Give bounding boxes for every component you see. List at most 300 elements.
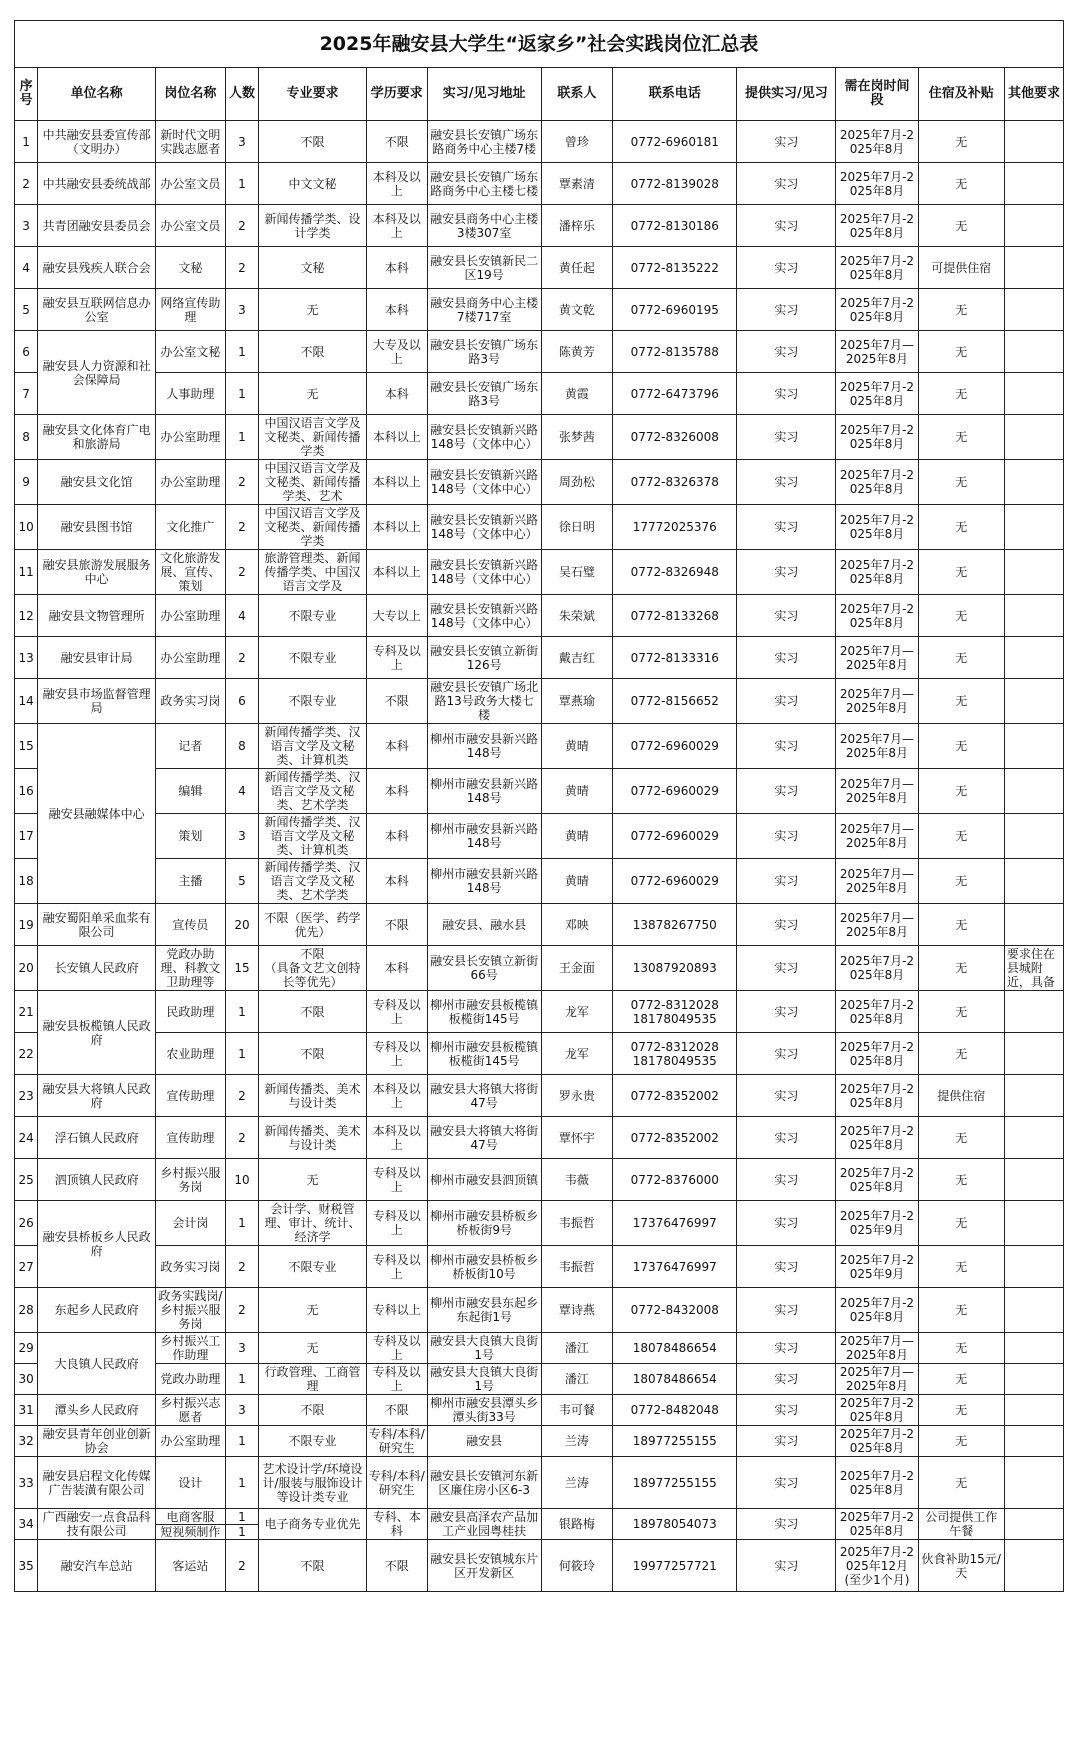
cell-contact: 黄晴 bbox=[541, 814, 613, 859]
cell-post: 策划 bbox=[156, 814, 226, 859]
table-row bbox=[15, 1246, 1064, 1288]
cell-phone: 18078486654 bbox=[613, 1333, 737, 1364]
cell-seq: 9 bbox=[15, 460, 38, 505]
cell-num: 1 bbox=[225, 1033, 259, 1075]
table-row bbox=[15, 163, 1064, 205]
cell-seq: 17 bbox=[15, 814, 38, 859]
cell-type: 实习 bbox=[737, 289, 836, 331]
cell-post: 宣传员 bbox=[156, 904, 226, 946]
cell-edu: 本科及以上 bbox=[366, 1075, 427, 1117]
cell-post: 乡村振兴志愿者 bbox=[156, 1395, 226, 1426]
cell-edu: 专科及以上 bbox=[366, 991, 427, 1033]
cell-post: 办公室助理 bbox=[156, 1426, 226, 1457]
cell-addr: 柳州市融安县东起乡东起街1号 bbox=[427, 1288, 541, 1333]
cell-contact: 潘江 bbox=[541, 1364, 613, 1395]
cell-major: 新闻传播类、美术与设计类 bbox=[259, 1075, 366, 1117]
cell-seq: 23 bbox=[15, 1075, 38, 1117]
cell-major: 不限 （具备文艺文创特长等优先） bbox=[259, 946, 366, 991]
cell-post: 党政办助理、科教文卫助理等 bbox=[156, 946, 226, 991]
cell-type: 实习 bbox=[737, 1540, 836, 1592]
cell-major: 不限专业 bbox=[259, 637, 366, 679]
cell-contact: 黄文乾 bbox=[541, 289, 613, 331]
cell-addr: 融安县长安镇新兴路148号（文体中心） bbox=[427, 550, 541, 595]
cell-contact: 黄晴 bbox=[541, 769, 613, 814]
cell-housing: 无 bbox=[918, 991, 1004, 1033]
cell-other: 要求住在县城附近，具备 bbox=[1004, 946, 1063, 991]
cell-period: 2025年7月-2025年8月 bbox=[836, 1509, 918, 1540]
cell-seq: 20 bbox=[15, 946, 38, 991]
cell-housing: 无 bbox=[918, 505, 1004, 550]
cell-num: 3 bbox=[225, 121, 259, 163]
cell-edu: 不限 bbox=[366, 904, 427, 946]
cell-unit: 融安县板榄镇人民政府 bbox=[38, 991, 156, 1075]
cell-edu: 本科 bbox=[366, 769, 427, 814]
title-row bbox=[15, 21, 1064, 68]
cell-period: 2025年7月-2025年8月 bbox=[836, 121, 918, 163]
cell-seq: 13 bbox=[15, 637, 38, 679]
cell-type: 实习 bbox=[737, 637, 836, 679]
cell-other bbox=[1004, 724, 1063, 769]
cell-seq: 14 bbox=[15, 679, 38, 724]
header-major: 专业要求 bbox=[259, 68, 366, 121]
cell-other bbox=[1004, 1033, 1063, 1075]
cell-housing: 无 bbox=[918, 163, 1004, 205]
cell-phone: 19977257721 bbox=[613, 1540, 737, 1592]
cell-major: 新闻传播学类、汉语言文学及文秘类、艺术学类 bbox=[259, 769, 366, 814]
cell-period: 2025年7月-2025年8月 bbox=[836, 550, 918, 595]
cell-contact: 戴吉红 bbox=[541, 637, 613, 679]
cell-phone: 13878267750 bbox=[613, 904, 737, 946]
cell-type: 实习 bbox=[737, 121, 836, 163]
table-row bbox=[15, 1395, 1064, 1426]
cell-post: 网络宣传助理 bbox=[156, 289, 226, 331]
table-row bbox=[15, 289, 1064, 331]
cell-seq: 12 bbox=[15, 595, 38, 637]
cell-contact: 覃素清 bbox=[541, 163, 613, 205]
cell-num: 2 bbox=[225, 1288, 259, 1333]
cell-contact: 覃诗燕 bbox=[541, 1288, 613, 1333]
cell-housing: 无 bbox=[918, 769, 1004, 814]
cell-contact: 黄霞 bbox=[541, 373, 613, 415]
cell-phone: 0772-8130186 bbox=[613, 205, 737, 247]
table-row bbox=[15, 1364, 1064, 1395]
cell-phone: 0772-8326948 bbox=[613, 550, 737, 595]
cell-housing: 无 bbox=[918, 373, 1004, 415]
cell-other bbox=[1004, 163, 1063, 205]
cell-phone: 0772-8482048 bbox=[613, 1395, 737, 1426]
cell-post: 宣传助理 bbox=[156, 1117, 226, 1159]
cell-unit: 融安县人力资源和社会保障局 bbox=[38, 331, 156, 415]
cell-phone: 0772-6960181 bbox=[613, 121, 737, 163]
table-row bbox=[15, 1288, 1064, 1333]
cell-edu: 本科及以上 bbox=[366, 1117, 427, 1159]
cell-other bbox=[1004, 373, 1063, 415]
cell-addr: 融安县 bbox=[427, 1426, 541, 1457]
table-row bbox=[15, 814, 1064, 859]
cell-seq: 24 bbox=[15, 1117, 38, 1159]
cell-period: 2025年7月-2025年8月 bbox=[836, 460, 918, 505]
header-contact: 联系人 bbox=[541, 68, 613, 121]
cell-edu: 本科及以上 bbox=[366, 205, 427, 247]
cell-seq: 25 bbox=[15, 1159, 38, 1201]
cell-edu: 专科/本科/研究生 bbox=[366, 1457, 427, 1509]
cell-period: 2025年7月—2025年8月 bbox=[836, 679, 918, 724]
table-row bbox=[15, 1426, 1064, 1457]
cell-unit: 融安县文化体育广电和旅游局 bbox=[38, 415, 156, 460]
cell-other bbox=[1004, 637, 1063, 679]
cell-unit: 中共融安县委统战部 bbox=[38, 163, 156, 205]
cell-period: 2025年7月-2025年9月 bbox=[836, 1246, 918, 1288]
cell-period: 2025年7月-2025年8月 bbox=[836, 205, 918, 247]
table-row bbox=[15, 1333, 1064, 1364]
cell-unit: 融安县审计局 bbox=[38, 637, 156, 679]
cell-edu: 本科 bbox=[366, 946, 427, 991]
table-row bbox=[15, 205, 1064, 247]
cell-num: 1 bbox=[225, 163, 259, 205]
cell-other bbox=[1004, 859, 1063, 904]
cell-type: 实习 bbox=[737, 724, 836, 769]
cell-contact: 罗永贵 bbox=[541, 1075, 613, 1117]
cell-major: 新闻传播学类、汉语言文学及文秘类、艺术学类 bbox=[259, 859, 366, 904]
cell-edu: 大专及以上 bbox=[366, 331, 427, 373]
header-seq: 序号 bbox=[15, 68, 38, 121]
cell-major: 旅游管理类、新闻传播学类、中国汉语言文学及 bbox=[259, 550, 366, 595]
cell-unit: 东起乡人民政府 bbox=[38, 1288, 156, 1333]
cell-housing: 无 bbox=[918, 1364, 1004, 1395]
cell-type: 实习 bbox=[737, 991, 836, 1033]
cell-phone: 0772-6473796 bbox=[613, 373, 737, 415]
cell-edu: 专科以上 bbox=[366, 1288, 427, 1333]
table-row bbox=[15, 1509, 1064, 1540]
cell-addr: 柳州市融安县新兴路148号 bbox=[427, 769, 541, 814]
cell-period: 2025年7月-2025年8月 bbox=[836, 1395, 918, 1426]
cell-edu: 本科及以上 bbox=[366, 163, 427, 205]
cell-post bbox=[156, 1509, 226, 1540]
cell-unit: 融安县文化馆 bbox=[38, 460, 156, 505]
cell-type: 实习 bbox=[737, 1201, 836, 1246]
cell-contact: 曾珍 bbox=[541, 121, 613, 163]
cell-phone: 0772-8133268 bbox=[613, 595, 737, 637]
cell-unit: 共青团融安县委员会 bbox=[38, 205, 156, 247]
cell-contact: 朱荣斌 bbox=[541, 595, 613, 637]
cell-major: 不限专业 bbox=[259, 679, 366, 724]
cell-housing: 无 bbox=[918, 460, 1004, 505]
cell-addr: 融安县大将镇大将街47号 bbox=[427, 1117, 541, 1159]
cell-post: 文秘 bbox=[156, 247, 226, 289]
cell-num: 2 bbox=[225, 1246, 259, 1288]
cell-edu: 本科以上 bbox=[366, 460, 427, 505]
cell-addr: 融安县高泽农产品加工产业园粤桂扶 bbox=[427, 1509, 541, 1540]
cell-unit: 潭头乡人民政府 bbox=[38, 1395, 156, 1426]
cell-addr: 融安县长安镇立新街126号 bbox=[427, 637, 541, 679]
table-row bbox=[15, 247, 1064, 289]
header-period: 需在岗时间段 bbox=[836, 68, 918, 121]
cell-num: 2 bbox=[225, 505, 259, 550]
cell-post: 农业助理 bbox=[156, 1033, 226, 1075]
cell-seq: 8 bbox=[15, 415, 38, 460]
cell-num: 2 bbox=[225, 1540, 259, 1592]
cell-other bbox=[1004, 205, 1063, 247]
cell-type: 实习 bbox=[737, 550, 836, 595]
cell-addr: 融安县长安镇新兴路148号（文体中心） bbox=[427, 460, 541, 505]
cell-edu: 本科 bbox=[366, 289, 427, 331]
header-addr: 实习/见习地址 bbox=[427, 68, 541, 121]
header-edu: 学历要求 bbox=[366, 68, 427, 121]
cell-contact: 周劲松 bbox=[541, 460, 613, 505]
cell-num: 20 bbox=[225, 904, 259, 946]
cell-num: 1 bbox=[225, 1364, 259, 1395]
cell-type: 实习 bbox=[737, 679, 836, 724]
cell-phone: 18978054073 bbox=[613, 1509, 737, 1540]
cell-other bbox=[1004, 1509, 1063, 1540]
cell-edu: 本科以上 bbox=[366, 505, 427, 550]
cell-type: 实习 bbox=[737, 1333, 836, 1364]
cell-major: 不限 bbox=[259, 1395, 366, 1426]
cell-post: 政务实习岗 bbox=[156, 679, 226, 724]
cell-period: 2025年7月-2025年8月 bbox=[836, 1159, 918, 1201]
cell-housing: 无 bbox=[918, 1246, 1004, 1288]
cell-addr: 柳州市融安县新兴路148号 bbox=[427, 859, 541, 904]
cell-seq: 15 bbox=[15, 724, 38, 769]
cell-type: 实习 bbox=[737, 814, 836, 859]
cell-phone: 0772-6960029 bbox=[613, 814, 737, 859]
cell-seq: 4 bbox=[15, 247, 38, 289]
cell-contact: 龙军 bbox=[541, 991, 613, 1033]
cell-addr: 融安县长安镇广场东路3号 bbox=[427, 373, 541, 415]
cell-edu: 专科及以上 bbox=[366, 1201, 427, 1246]
cell-other bbox=[1004, 1117, 1063, 1159]
cell-num bbox=[225, 1509, 259, 1540]
table-row bbox=[15, 946, 1064, 991]
cell-addr: 融安县长安镇新兴路148号（文体中心） bbox=[427, 595, 541, 637]
cell-housing: 无 bbox=[918, 1457, 1004, 1509]
cell-unit: 融安县启程文化传媒广告装潢有限公司 bbox=[38, 1457, 156, 1509]
cell-edu: 本科 bbox=[366, 247, 427, 289]
cell-seq: 32 bbox=[15, 1426, 38, 1457]
cell-housing: 无 bbox=[918, 1333, 1004, 1364]
cell-seq: 21 bbox=[15, 991, 38, 1033]
cell-edu: 本科以上 bbox=[366, 550, 427, 595]
header-unit: 单位名称 bbox=[38, 68, 156, 121]
cell-period: 2025年7月-2025年8月 bbox=[836, 289, 918, 331]
cell-num: 1 bbox=[225, 331, 259, 373]
cell-period: 2025年7月-2025年12月(至少1个月) bbox=[836, 1540, 918, 1592]
cell-housing: 无 bbox=[918, 859, 1004, 904]
cell-num: 3 bbox=[225, 1395, 259, 1426]
cell-addr: 融安县长安镇广场北路13号政务大楼七楼 bbox=[427, 679, 541, 724]
cell-post: 办公室文员 bbox=[156, 163, 226, 205]
cell-other bbox=[1004, 415, 1063, 460]
table-row bbox=[15, 769, 1064, 814]
cell-addr: 柳州市融安县桥板乡桥板街9号 bbox=[427, 1201, 541, 1246]
header-post: 岗位名称 bbox=[156, 68, 226, 121]
cell-period: 2025年7月-2025年8月 bbox=[836, 1033, 918, 1075]
cell-num: 8 bbox=[225, 724, 259, 769]
cell-type: 实习 bbox=[737, 1246, 836, 1288]
cell-phone: 0772-8352002 bbox=[613, 1075, 737, 1117]
cell-num: 2 bbox=[225, 1117, 259, 1159]
cell-period: 2025年7月—2025年8月 bbox=[836, 859, 918, 904]
cell-num: 1 bbox=[225, 1201, 259, 1246]
table-row bbox=[15, 1033, 1064, 1075]
cell-phone: 0772-8156652 bbox=[613, 679, 737, 724]
cell-type: 实习 bbox=[737, 1364, 836, 1395]
cell-major: 不限（医学、药学优先） bbox=[259, 904, 366, 946]
cell-post: 党政办助理 bbox=[156, 1364, 226, 1395]
cell-phone: 13087920893 bbox=[613, 946, 737, 991]
cell-phone: 0772-8133316 bbox=[613, 637, 737, 679]
cell-addr: 融安县大将镇大将街47号 bbox=[427, 1075, 541, 1117]
cell-post: 记者 bbox=[156, 724, 226, 769]
cell-period: 2025年7月-2025年8月 bbox=[836, 1426, 918, 1457]
cell-edu: 本科 bbox=[366, 724, 427, 769]
table-row bbox=[15, 1075, 1064, 1117]
cell-other bbox=[1004, 991, 1063, 1033]
header-phone: 联系电话 bbox=[613, 68, 737, 121]
cell-major: 新闻传播类、美术与设计类 bbox=[259, 1117, 366, 1159]
cell-type: 实习 bbox=[737, 946, 836, 991]
cell-housing: 无 bbox=[918, 205, 1004, 247]
cell-seq: 33 bbox=[15, 1457, 38, 1509]
cell-edu: 专科及以上 bbox=[366, 1364, 427, 1395]
cell-contact: 韦薇 bbox=[541, 1159, 613, 1201]
cell-post: 乡村振兴工作助理 bbox=[156, 1333, 226, 1364]
cell-major: 艺术设计学/环境设计/服装与服饰设计等设计类专业 bbox=[259, 1457, 366, 1509]
cell-unit: 长安镇人民政府 bbox=[38, 946, 156, 991]
table-row bbox=[15, 637, 1064, 679]
cell-unit: 融安汽车总站 bbox=[38, 1540, 156, 1592]
cell-other bbox=[1004, 247, 1063, 289]
cell-addr: 柳州市融安县新兴路148号 bbox=[427, 724, 541, 769]
table-row bbox=[15, 373, 1064, 415]
cell-seq: 5 bbox=[15, 289, 38, 331]
cell-post: 办公室文秘 bbox=[156, 331, 226, 373]
cell-period: 2025年7月—2025年8月 bbox=[836, 1333, 918, 1364]
cell-major: 新闻传播学类、汉语言文学及文秘类、计算机类 bbox=[259, 814, 366, 859]
cell-major: 新闻传播学类、设计学类 bbox=[259, 205, 366, 247]
cell-seq: 31 bbox=[15, 1395, 38, 1426]
cell-housing: 无 bbox=[918, 1117, 1004, 1159]
cell-major: 无 bbox=[259, 289, 366, 331]
cell-other bbox=[1004, 1201, 1063, 1246]
cell-contact: 韦振哲 bbox=[541, 1246, 613, 1288]
cell-major: 中文文秘 bbox=[259, 163, 366, 205]
cell-major: 无 bbox=[259, 373, 366, 415]
cell-housing: 无 bbox=[918, 289, 1004, 331]
cell-post: 民政助理 bbox=[156, 991, 226, 1033]
cell-period: 2025年7月-2025年8月 bbox=[836, 1457, 918, 1509]
cell-phone: 18977255155 bbox=[613, 1426, 737, 1457]
cell-addr: 融安县长安镇城东片区开发新区 bbox=[427, 1540, 541, 1592]
cell-edu: 专科及以上 bbox=[366, 1159, 427, 1201]
table-row bbox=[15, 991, 1064, 1033]
cell-unit: 广西融安一点食品科技有限公司 bbox=[38, 1509, 156, 1540]
cell-phone: 0772-8326008 bbox=[613, 415, 737, 460]
cell-seq: 34 bbox=[15, 1509, 38, 1540]
cell-unit: 融安县青年创业创新协会 bbox=[38, 1426, 156, 1457]
cell-type: 实习 bbox=[737, 415, 836, 460]
table-row bbox=[15, 550, 1064, 595]
cell-num-line: 1 bbox=[226, 1510, 259, 1525]
cell-edu: 不限 bbox=[366, 679, 427, 724]
cell-period: 2025年7月—2025年8月 bbox=[836, 637, 918, 679]
cell-edu: 本科 bbox=[366, 814, 427, 859]
cell-type: 实习 bbox=[737, 1426, 836, 1457]
cell-major: 文秘 bbox=[259, 247, 366, 289]
cell-other bbox=[1004, 1540, 1063, 1592]
cell-edu: 不限 bbox=[366, 1540, 427, 1592]
cell-contact: 何筱玲 bbox=[541, 1540, 613, 1592]
cell-unit: 融安县残疾人联合会 bbox=[38, 247, 156, 289]
cell-contact: 覃怀宇 bbox=[541, 1117, 613, 1159]
cell-other bbox=[1004, 679, 1063, 724]
cell-major: 无 bbox=[259, 1288, 366, 1333]
header-housing: 住宿及补贴 bbox=[918, 68, 1004, 121]
cell-addr: 融安县长安镇新民二区19号 bbox=[427, 247, 541, 289]
cell-phone: 0772-8312028 18178049535 bbox=[613, 1033, 737, 1075]
cell-addr: 融安县长安镇广场东路3号 bbox=[427, 331, 541, 373]
header-other: 其他要求 bbox=[1004, 68, 1063, 121]
cell-housing: 可提供住宿 bbox=[918, 247, 1004, 289]
cell-type: 实习 bbox=[737, 1288, 836, 1333]
cell-phone: 0772-8376000 bbox=[613, 1159, 737, 1201]
table-row bbox=[15, 1540, 1064, 1592]
cell-seq: 11 bbox=[15, 550, 38, 595]
cell-unit: 融安县桥板乡人民政府 bbox=[38, 1201, 156, 1288]
cell-unit: 融安县旅游发展服务中心 bbox=[38, 550, 156, 595]
cell-seq: 18 bbox=[15, 859, 38, 904]
cell-other bbox=[1004, 1159, 1063, 1201]
cell-major: 不限专业 bbox=[259, 1246, 366, 1288]
cell-unit: 融安县市场监督管理局 bbox=[38, 679, 156, 724]
cell-addr: 柳州市融安县潭头乡潭头街33号 bbox=[427, 1395, 541, 1426]
cell-addr: 柳州市融安县板榄镇板榄街145号 bbox=[427, 991, 541, 1033]
cell-type: 实习 bbox=[737, 595, 836, 637]
cell-seq: 1 bbox=[15, 121, 38, 163]
cell-contact: 黄晴 bbox=[541, 859, 613, 904]
cell-type: 实习 bbox=[737, 904, 836, 946]
cell-seq: 3 bbox=[15, 205, 38, 247]
cell-contact: 龙军 bbox=[541, 1033, 613, 1075]
cell-edu: 专科、本科 bbox=[366, 1509, 427, 1540]
cell-contact: 兰涛 bbox=[541, 1426, 613, 1457]
cell-other bbox=[1004, 550, 1063, 595]
table-row bbox=[15, 460, 1064, 505]
cell-type: 实习 bbox=[737, 163, 836, 205]
cell-contact: 韦可餐 bbox=[541, 1395, 613, 1426]
cell-seq: 26 bbox=[15, 1201, 38, 1246]
cell-major: 无 bbox=[259, 1333, 366, 1364]
cell-housing: 公司提供工作午餐 bbox=[918, 1509, 1004, 1540]
cell-housing: 无 bbox=[918, 679, 1004, 724]
cell-major: 行政管理、工商管理 bbox=[259, 1364, 366, 1395]
cell-housing: 无 bbox=[918, 550, 1004, 595]
cell-seq: 16 bbox=[15, 769, 38, 814]
cell-housing: 无 bbox=[918, 1426, 1004, 1457]
cell-num: 2 bbox=[225, 205, 259, 247]
cell-addr: 融安县长安镇立新街66号 bbox=[427, 946, 541, 991]
cell-post-line: 短视频制作 bbox=[160, 1524, 221, 1539]
cell-contact: 兰涛 bbox=[541, 1457, 613, 1509]
cell-edu: 本科以上 bbox=[366, 415, 427, 460]
cell-period: 2025年7月-2025年8月 bbox=[836, 373, 918, 415]
cell-type: 实习 bbox=[737, 1075, 836, 1117]
table-row bbox=[15, 859, 1064, 904]
cell-major: 不限专业 bbox=[259, 1426, 366, 1457]
cell-housing: 无 bbox=[918, 814, 1004, 859]
cell-housing: 无 bbox=[918, 1288, 1004, 1333]
cell-post: 办公室文员 bbox=[156, 205, 226, 247]
